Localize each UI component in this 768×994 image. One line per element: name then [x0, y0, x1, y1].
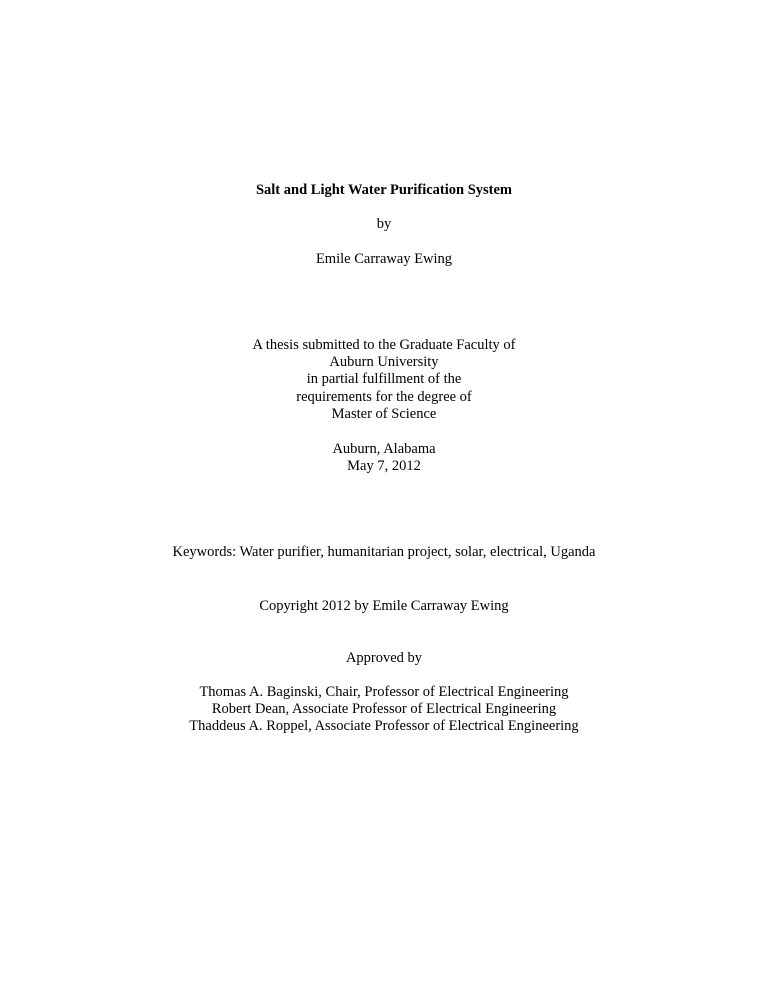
date: May 7, 2012 [347, 458, 421, 474]
keywords: Keywords: Water purifier, humanitarian project, solar, electrical, Uganda [172, 544, 596, 560]
place: Auburn, Alabama [332, 441, 436, 457]
submission-line-2: Auburn University [329, 354, 439, 370]
submission-line-3: in partial fulfillment of the [306, 371, 462, 387]
author-name: Emile Carraway Ewing [315, 251, 453, 267]
committee-member: Robert Dean, Associate Professor of Electrical Engineering [211, 701, 557, 717]
submission-line-1: A thesis submitted to the Graduate Faculty of [252, 337, 516, 353]
degree-name: Master of Science [331, 406, 437, 422]
committee-member: Thomas A. Baginski, Chair, Professor of Electrical Engineering [199, 684, 569, 700]
committee-member: Thaddeus A. Roppel, Associate Professor of Electrical Engineering [189, 718, 579, 734]
thesis-title: Salt and Light Water Purification System [255, 182, 513, 198]
copyright: Copyright 2012 by Emile Carraway Ewing [259, 598, 509, 614]
by-line: by [376, 216, 392, 232]
approved-by-label: Approved by [345, 650, 423, 666]
submission-line-4: requirements for the degree of [296, 389, 472, 405]
